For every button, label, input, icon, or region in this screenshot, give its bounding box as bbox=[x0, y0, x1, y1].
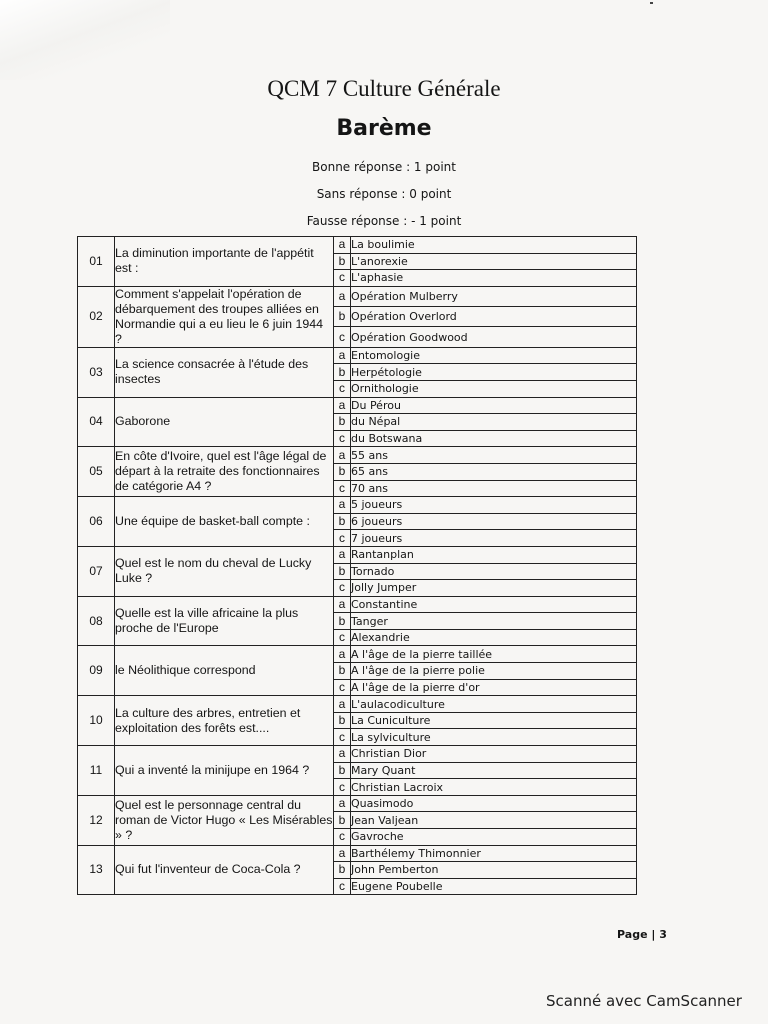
answer-letter: a bbox=[334, 845, 351, 862]
answer-option: Rantanplan bbox=[351, 546, 637, 563]
question-number: 08 bbox=[78, 596, 115, 646]
document-subtitle: Barème bbox=[336, 116, 432, 141]
answer-option: Mary Quant bbox=[351, 762, 637, 779]
answer-letter: b bbox=[334, 563, 351, 580]
answer-option: Barthélemy Thimonnier bbox=[351, 845, 637, 862]
answer-letter: c bbox=[334, 878, 351, 895]
answer-letter: b bbox=[334, 812, 351, 829]
answer-option: Eugene Poubelle bbox=[351, 878, 637, 895]
answer-option: Christian Dior bbox=[351, 746, 637, 763]
question-text: Comment s'appelait l'opération de débarquement des troupes alliées en Normandie qui a eu lieu le 6 juin 1944 ? bbox=[115, 286, 334, 347]
answer-option: Opération Goodwood bbox=[351, 327, 637, 347]
answer-option: Du Pérou bbox=[351, 397, 637, 414]
answer-letter: b bbox=[334, 862, 351, 879]
scoring-rule-correct: Bonne réponse : 1 point bbox=[312, 160, 456, 174]
question-number: 12 bbox=[78, 795, 115, 845]
answer-letter: b bbox=[334, 253, 351, 270]
answer-letter: b bbox=[334, 613, 351, 630]
paper-fold-shadow bbox=[0, 0, 170, 80]
answer-letter: c bbox=[334, 480, 351, 497]
answer-option: Tanger bbox=[351, 613, 637, 630]
answer-option: 7 joueurs bbox=[351, 530, 637, 547]
table-row bbox=[78, 347, 637, 364]
answer-letter: a bbox=[334, 596, 351, 613]
answer-letter: c bbox=[334, 629, 351, 646]
answer-letter: a bbox=[334, 286, 351, 306]
answer-letter: b bbox=[334, 364, 351, 381]
answer-option: Gavroche bbox=[351, 829, 637, 846]
table-row bbox=[78, 286, 637, 306]
question-number: 13 bbox=[78, 845, 115, 895]
question-number: 11 bbox=[78, 746, 115, 796]
scoring-rule-blank: Sans réponse : 0 point bbox=[316, 187, 452, 201]
answer-letter: a bbox=[334, 397, 351, 414]
question-text: Qui fut l'inventeur de Coca-Cola ? bbox=[115, 845, 334, 895]
scoring-rule-wrong: Fausse réponse : - 1 point bbox=[306, 214, 462, 228]
answer-option: Constantine bbox=[351, 596, 637, 613]
table-row bbox=[78, 447, 637, 464]
answer-option: 5 joueurs bbox=[351, 497, 637, 514]
answer-option: La sylviculture bbox=[351, 729, 637, 746]
question-text: La diminution importante de l'appétit est : bbox=[115, 237, 334, 287]
question-text: le Néolithique correspond bbox=[115, 646, 334, 696]
table-row bbox=[78, 845, 637, 862]
answer-letter: c bbox=[334, 270, 351, 287]
question-text: En côte d'Ivoire, quel est l'âge légal de départ à la retraite des fonctionnaires de catégorie A4 ? bbox=[115, 447, 334, 497]
question-number: 07 bbox=[78, 546, 115, 596]
table-row bbox=[78, 646, 637, 663]
answer-option: L'anorexie bbox=[351, 253, 637, 270]
answer-letter: a bbox=[334, 546, 351, 563]
question-text: Quelle est la ville africaine la plus proche de l'Europe bbox=[115, 596, 334, 646]
document-title: QCM 7 Culture Générale bbox=[267, 76, 501, 101]
answer-option: du Népal bbox=[351, 414, 637, 431]
page-number: Page | 3 bbox=[617, 928, 667, 941]
table-row bbox=[78, 546, 637, 563]
answer-option: 55 ans bbox=[351, 447, 637, 464]
question-number: 10 bbox=[78, 696, 115, 746]
answer-letter: c bbox=[334, 327, 351, 347]
table-row bbox=[78, 237, 637, 254]
answer-option: Quasimodo bbox=[351, 795, 637, 812]
table-row bbox=[78, 795, 637, 812]
scan-speck bbox=[650, 2, 653, 4]
question-number: 03 bbox=[78, 347, 115, 397]
answer-option: La boulimie bbox=[351, 237, 637, 254]
answer-letter: a bbox=[334, 696, 351, 713]
answer-letter: a bbox=[334, 646, 351, 663]
question-text: Gaborone bbox=[115, 397, 334, 447]
question-text: La science consacrée à l'étude des insectes bbox=[115, 347, 334, 397]
question-text: Qui a inventé la minijupe en 1964 ? bbox=[115, 746, 334, 796]
question-number: 09 bbox=[78, 646, 115, 696]
answer-option: La Cuniculture bbox=[351, 712, 637, 729]
answer-letter: b bbox=[334, 463, 351, 480]
table-row bbox=[78, 596, 637, 613]
answer-option: 70 ans bbox=[351, 480, 637, 497]
table-row bbox=[78, 397, 637, 414]
question-number: 04 bbox=[78, 397, 115, 447]
answer-option: A l'âge de la pierre polie bbox=[351, 663, 637, 680]
answer-letter: b bbox=[334, 414, 351, 431]
camscanner-watermark: Scanné avec CamScanner bbox=[546, 992, 742, 1010]
answer-letter: a bbox=[334, 237, 351, 254]
answer-option: John Pemberton bbox=[351, 862, 637, 879]
table-row bbox=[78, 497, 637, 514]
answer-letter: c bbox=[334, 380, 351, 397]
answer-option: Herpétologie bbox=[351, 364, 637, 381]
question-number: 01 bbox=[78, 237, 115, 287]
question-text: Quel est le nom du cheval de Lucky Luke ? bbox=[115, 546, 334, 596]
quiz-table bbox=[77, 236, 637, 895]
answer-option: 65 ans bbox=[351, 463, 637, 480]
table-row bbox=[78, 746, 637, 763]
answer-letter: c bbox=[334, 779, 351, 796]
answer-option: Alexandrie bbox=[351, 629, 637, 646]
answer-letter: c bbox=[334, 729, 351, 746]
answer-option: Tornado bbox=[351, 563, 637, 580]
answer-option: Opération Overlord bbox=[351, 307, 637, 327]
answer-letter: b bbox=[334, 762, 351, 779]
answer-option: L'aulacodiculture bbox=[351, 696, 637, 713]
answer-letter: c bbox=[334, 679, 351, 696]
question-text: Quel est le personnage central du roman de Victor Hugo « Les Misérables » ? bbox=[115, 795, 334, 845]
answer-option: A l'âge de la pierre d'or bbox=[351, 679, 637, 696]
question-text: La culture des arbres, entretien et exploitation des forêts est.... bbox=[115, 696, 334, 746]
table-row bbox=[78, 696, 637, 713]
answer-option: Entomologie bbox=[351, 347, 637, 364]
answer-letter: a bbox=[334, 497, 351, 514]
answer-option: 6 joueurs bbox=[351, 513, 637, 530]
answer-letter: b bbox=[334, 307, 351, 327]
answer-option: A l'âge de la pierre taillée bbox=[351, 646, 637, 663]
answer-option: Christian Lacroix bbox=[351, 779, 637, 796]
answer-letter: a bbox=[334, 795, 351, 812]
answer-letter: c bbox=[334, 530, 351, 547]
answer-option: du Botswana bbox=[351, 430, 637, 447]
answer-letter: a bbox=[334, 447, 351, 464]
answer-option: Opération Mulberry bbox=[351, 286, 637, 306]
question-number: 05 bbox=[78, 447, 115, 497]
answer-letter: a bbox=[334, 746, 351, 763]
answer-option: Ornithologie bbox=[351, 380, 637, 397]
answer-option: L'aphasie bbox=[351, 270, 637, 287]
answer-letter: a bbox=[334, 347, 351, 364]
answer-letter: b bbox=[334, 663, 351, 680]
question-number: 06 bbox=[78, 497, 115, 547]
answer-letter: c bbox=[334, 580, 351, 597]
answer-letter: b bbox=[334, 513, 351, 530]
answer-letter: b bbox=[334, 712, 351, 729]
answer-option: Jean Valjean bbox=[351, 812, 637, 829]
answer-option: Jolly Jumper bbox=[351, 580, 637, 597]
question-text: Une équipe de basket-ball compte : bbox=[115, 497, 334, 547]
question-number: 02 bbox=[78, 286, 115, 347]
answer-letter: c bbox=[334, 430, 351, 447]
answer-letter: c bbox=[334, 829, 351, 846]
